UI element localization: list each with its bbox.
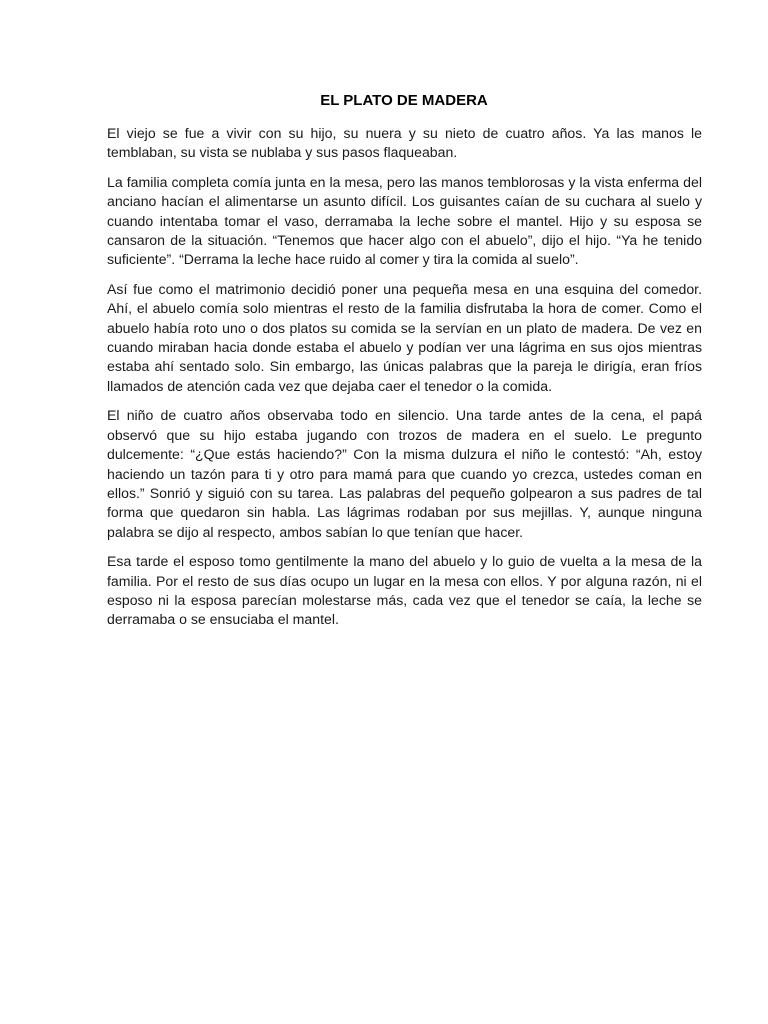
- paragraph: La familia completa comía junta en la mesa, pero las manos temblorosas y la vista enferma del anciano hacían el alimentarse un asunto difícil. Los guisantes caían de su cuchara al suelo y cuando intentaba tomar el vaso, derramaba la leche sobre el mantel. Hijo y su esposa se cansaron de la situación. “Tenemos que hacer algo con el abuelo”, dijo el hijo. “Ya he tenido suficiente”. “Derrama la leche hace ruido al comer y tira la comida al suelo”.: [107, 173, 702, 268]
- paragraph: Esa tarde el esposo tomo gentilmente la mano del abuelo y lo guio de vuelta a la mesa de la familia. Por el resto de sus días ocupo un lugar en la mesa con ellos. Y por alguna razón, ni el esposo ni la esposa parecían molestarse más, cada vez que el tenedor se caía, la leche se derramaba o se ensuciaba el mantel.: [107, 553, 702, 628]
- paragraph: Así fue como el matrimonio decidió poner una pequeña mesa en una esquina del comedor. Ahí, el abuelo comía solo mientras el resto de la familia disfrutaba la hora de comer. Como el abuelo había roto uno o dos platos su comida se la servían en un plato de madera. De vez en cuando miraban hacia donde estaba el abuelo y podían ver una lágrima en sus ojos mientras estaba ahí sentado solo. Sin embargo, las únicas palabras que la pareja le dirigía, eran fríos llamados de atención cada vez que dejaba caer el tenedor o la comida.: [107, 280, 702, 394]
- document-title: EL PLATO DE MADERA: [320, 92, 488, 109]
- paragraph: El niño de cuatro años observaba todo en silencio. Una tarde antes de la cena, el papá observó que su hijo estaba jugando con trozos de madera en el suelo. Le pregunto dulcemente: “¿Que estás haciendo?” Con la misma dulzura el niño le contestó: “Ah, estoy haciendo un tazón para ti y otro para mamá para que cuando yo crezca, ustedes coman en ellos.” Sonrió y siguió con su tarea. Las palabras del pequeño golpearon a sus padres de tal forma que quedaron sin habla. Las lágrimas rodaban por sus mejillas. Y, aunque ninguna palabra se dijo al respecto, ambos sabían lo que tenían que hacer.: [107, 407, 702, 540]
- document-body: [107, 124, 702, 640]
- paragraph: El viejo se fue a vivir con su hijo, su nuera y su nieto de cuatro años. Ya las manos le temblaban, su vista se nublaba y sus pasos flaqueaban.: [107, 125, 702, 161]
